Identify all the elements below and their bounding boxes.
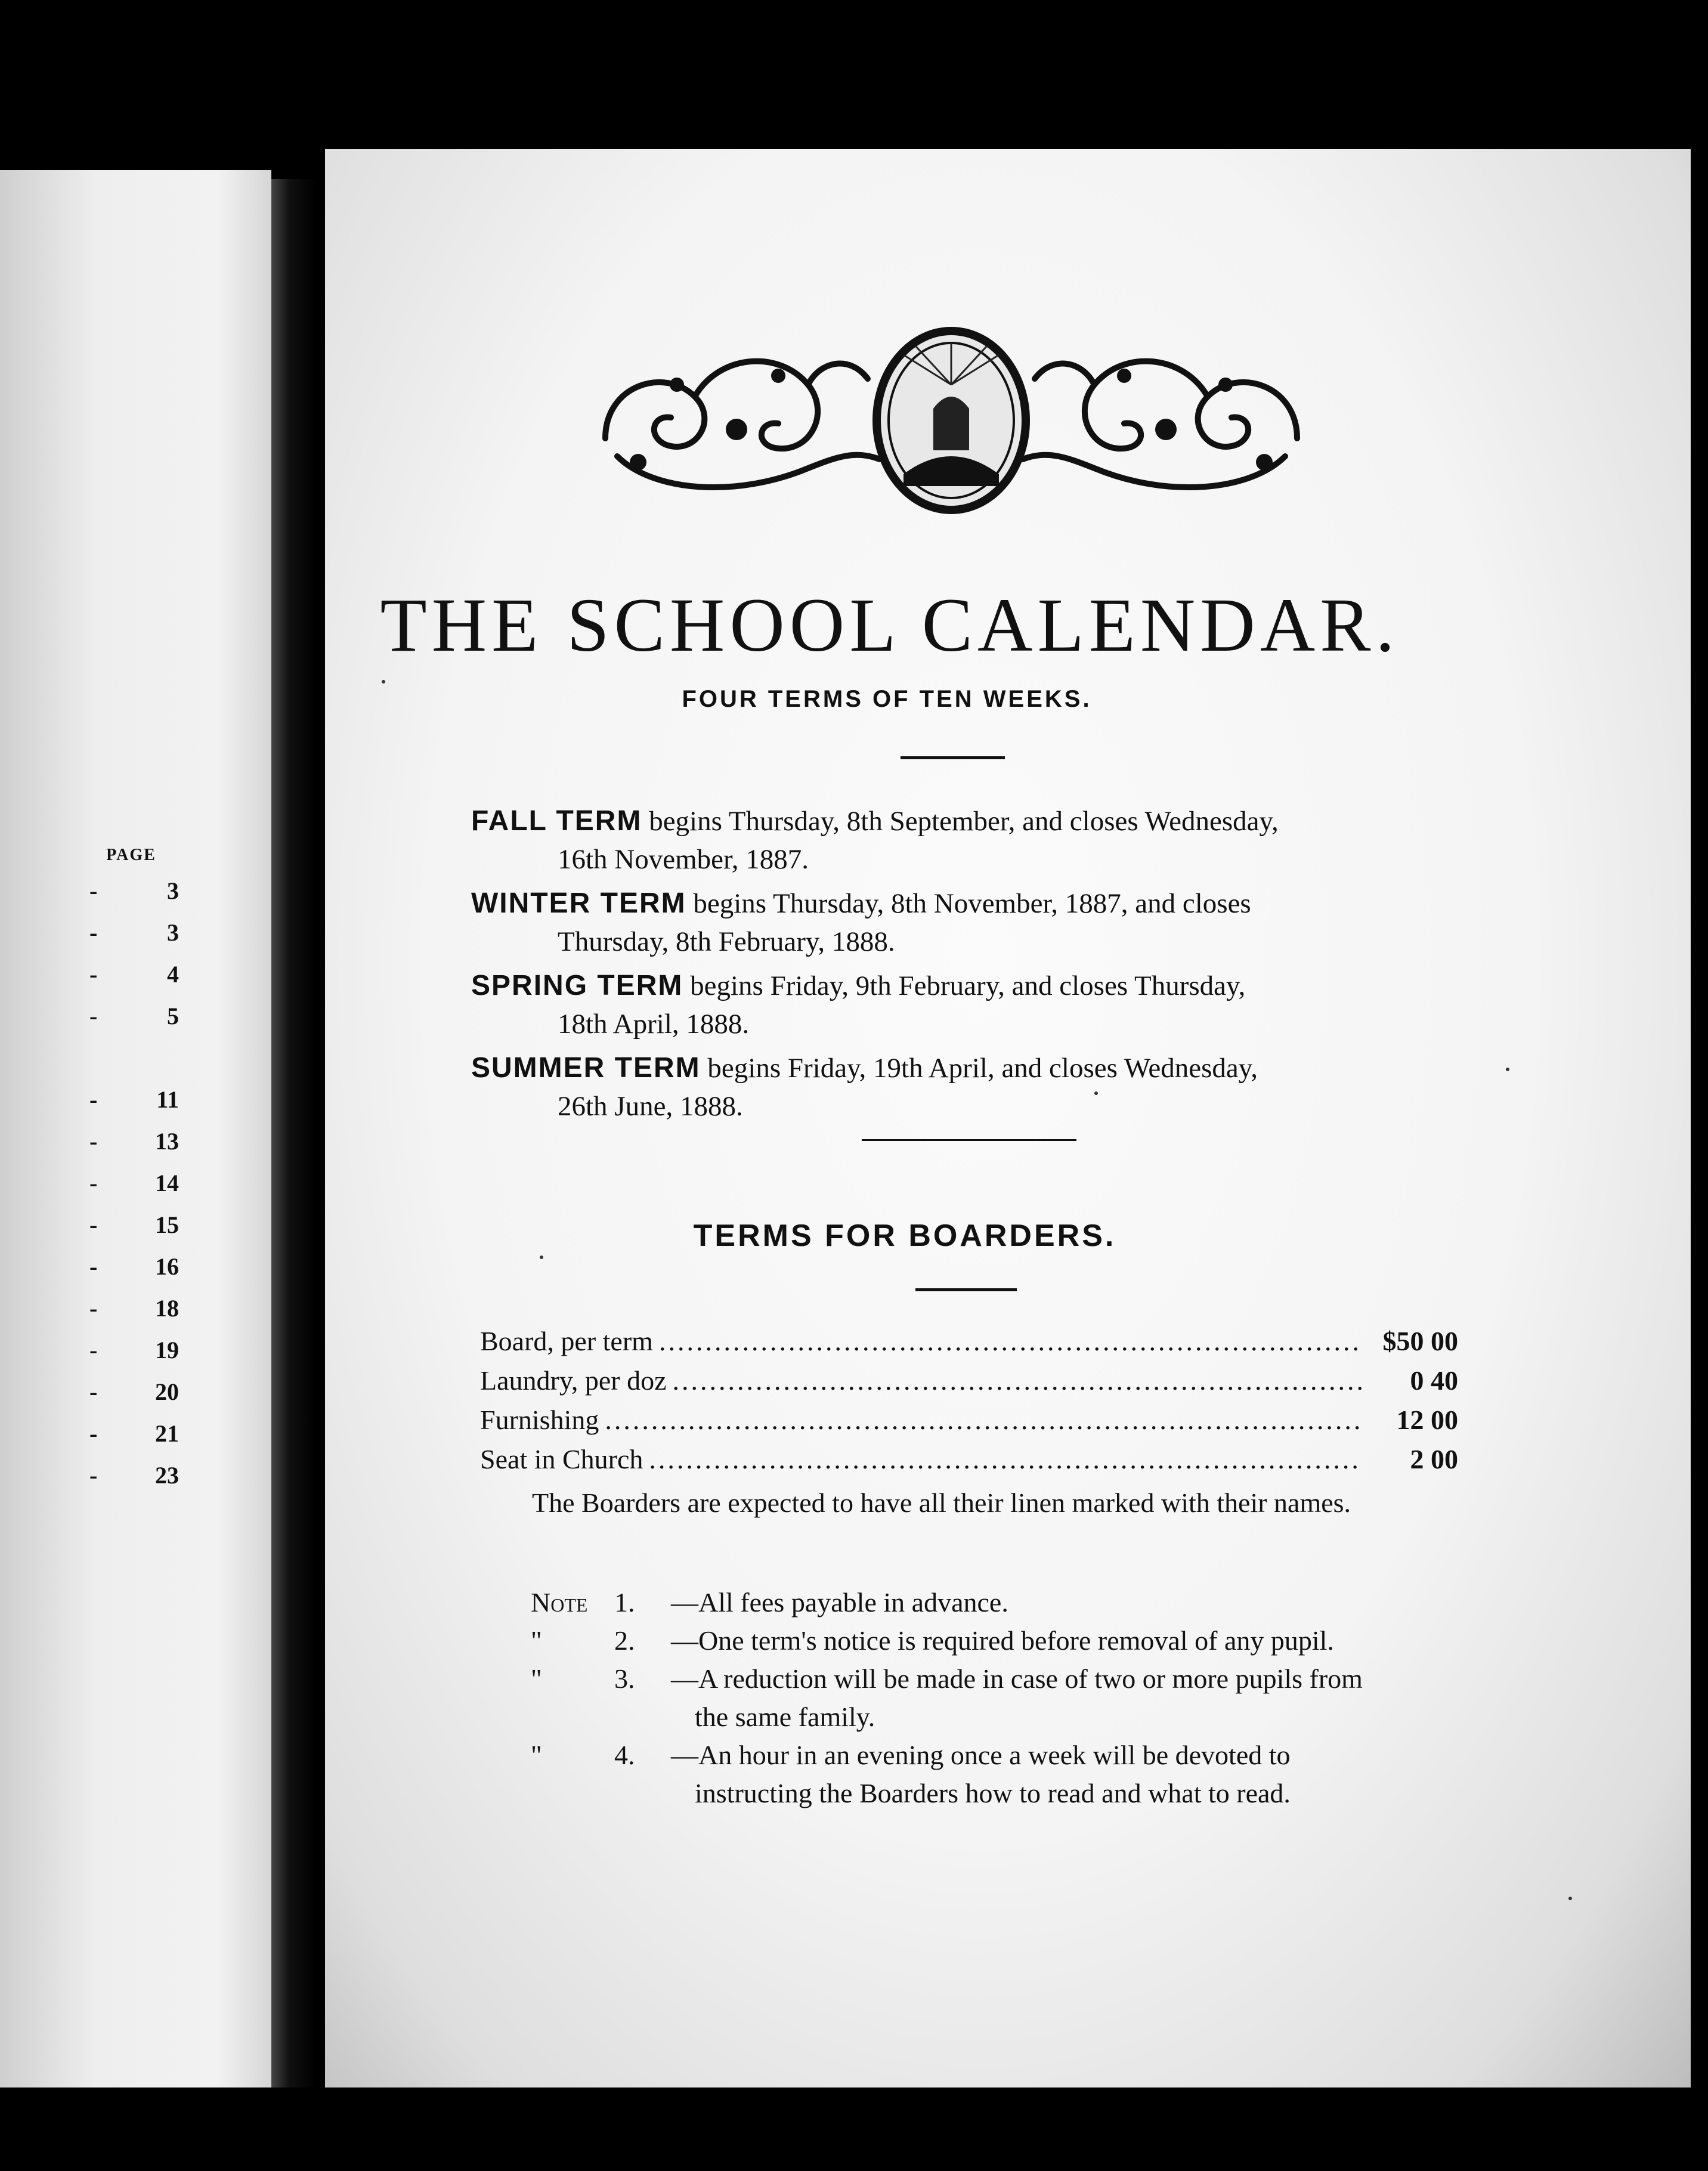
note-1: [531, 1584, 1461, 1622]
term-line1: begins Thursday, 8th November, 1887, and closes: [693, 888, 1251, 919]
index-page-number: 14: [155, 1170, 179, 1196]
term-line2: 26th June, 1888.: [558, 1091, 743, 1122]
boarder-fees-table: [480, 1325, 1458, 1483]
index-page-number: 20: [155, 1378, 179, 1405]
book-gutter: [271, 179, 316, 2088]
page-index-row: [36, 1378, 179, 1420]
note-lead: ": [531, 1625, 542, 1656]
note-3: [531, 1660, 1461, 1698]
terms-divider: [862, 1139, 1076, 1141]
term-entry-spring: [471, 967, 1455, 1043]
dot-leader: [659, 1325, 1363, 1357]
index-dash: -: [89, 1086, 98, 1113]
page-title: THE SCHOOL CALENDAR.: [380, 583, 1400, 667]
page-index-row: [36, 1086, 179, 1127]
page-index-row: [36, 1169, 179, 1211]
index-dash: -: [89, 919, 98, 946]
term-name: WINTER TERM: [471, 887, 686, 919]
page-subtitle: FOUR TERMS OF TEN WEEKS.: [682, 686, 1092, 712]
index-dash: -: [89, 1170, 98, 1196]
index-dash: -: [89, 961, 98, 988]
scan-speck: [382, 680, 385, 684]
note-4: [531, 1736, 1461, 1774]
note-number: 2.: [614, 1625, 635, 1656]
note-text-continued: instructing the Boarders how to read and what to read.: [695, 1778, 1291, 1808]
fee-label: Board, per term: [480, 1326, 653, 1356]
index-dash: -: [89, 1128, 98, 1155]
index-dash: -: [89, 1211, 98, 1238]
index-dash: -: [89, 1420, 98, 1447]
page-index-row: [36, 1002, 179, 1044]
dot-leader: [605, 1404, 1363, 1436]
fee-amount: 2 00: [1410, 1444, 1458, 1474]
title-divider: [901, 756, 1005, 759]
fee-label: Laundry, per doz: [480, 1365, 667, 1396]
index-page-number: 4: [167, 961, 179, 988]
scan-speck: [540, 1255, 543, 1259]
note-text: —One term's notice is required before removal of any pupil.: [671, 1625, 1334, 1656]
index-page-number: 16: [155, 1253, 179, 1280]
index-dash: -: [89, 1337, 98, 1363]
term-entry-winter: [471, 885, 1455, 961]
index-dash: -: [89, 1462, 98, 1489]
page-index-row: [36, 1294, 179, 1336]
term-line2: 18th April, 1888.: [558, 1009, 750, 1040]
note-2: [531, 1622, 1461, 1660]
index-page-number: 3: [167, 919, 179, 946]
scan-speck: [1506, 1068, 1509, 1071]
term-entry-summer: [471, 1049, 1455, 1125]
page-index-row: [36, 960, 179, 1002]
scan-speck: [1094, 1091, 1098, 1095]
note-3-continuation: [531, 1698, 1461, 1736]
index-dash: -: [89, 877, 98, 904]
index-dash: -: [89, 1003, 98, 1029]
page-index-row: [36, 877, 179, 918]
fee-row: [480, 1443, 1458, 1483]
note-lead: Note: [531, 1587, 588, 1618]
boarders-heading: TERMS FOR BOARDERS.: [693, 1219, 1116, 1253]
index-page-number: 15: [155, 1211, 179, 1238]
term-line1: begins Friday, 19th April, and closes Wednesday,: [707, 1053, 1258, 1084]
term-name: SUMMER TERM: [471, 1052, 701, 1084]
term-line2: Thursday, 8th February, 1888.: [558, 926, 895, 957]
term-line1: begins Friday, 9th February, and closes Thursday,: [690, 970, 1246, 1001]
fee-amount: $50 00: [1382, 1326, 1458, 1356]
scan-speck: [1568, 1897, 1572, 1900]
page-index-row: [36, 1420, 179, 1461]
fee-row: [480, 1325, 1458, 1365]
fee-amount: 12 00: [1396, 1405, 1458, 1435]
index-page-number: 11: [156, 1086, 179, 1113]
terms-list: [471, 802, 1455, 1131]
page-index-row: [36, 918, 179, 960]
index-page-number: 3: [167, 877, 179, 904]
note-text: —All fees payable in advance.: [671, 1587, 1008, 1618]
note-lead: ": [531, 1740, 542, 1770]
index-page-number: 18: [155, 1295, 179, 1322]
note-number: 4.: [614, 1740, 635, 1770]
fee-label: Seat in Church: [480, 1444, 643, 1474]
term-line1: begins Thursday, 8th September, and closes Wednesday,: [649, 806, 1279, 837]
note-text: —A reduction will be made in case of two or more pupils from: [671, 1663, 1363, 1694]
dot-leader: [649, 1443, 1363, 1475]
notes-list: [531, 1584, 1461, 1813]
term-name: FALL TERM: [471, 805, 642, 837]
index-page-number: 19: [155, 1337, 179, 1363]
index-page-number: 21: [155, 1420, 179, 1447]
boarders-divider: [915, 1288, 1017, 1291]
note-text: —An hour in an evening once a week will be devoted to: [671, 1740, 1291, 1770]
fee-amount: 0 40: [1410, 1365, 1458, 1396]
page-index-row: [36, 1127, 179, 1169]
note-lead: ": [531, 1663, 542, 1694]
term-entry-fall: [471, 802, 1455, 879]
page-index-row: [36, 1252, 179, 1294]
ornamental-scroll-vignette: [581, 319, 1321, 516]
index-dash: -: [89, 1378, 98, 1405]
term-name: SPRING TERM: [471, 970, 683, 1001]
fee-row: [480, 1365, 1458, 1404]
fee-row: [480, 1404, 1458, 1443]
fee-label: Furnishing: [480, 1405, 599, 1435]
page-index-row: [36, 1336, 179, 1378]
note-number: 1.: [614, 1587, 635, 1618]
index-page-number: 13: [155, 1128, 179, 1155]
dot-leader: [673, 1365, 1363, 1396]
note-4-continuation: [531, 1774, 1461, 1813]
linen-notice: The Boarders are expected to have all their linen marked with their names.: [532, 1487, 1351, 1518]
index-page-number: 23: [155, 1462, 179, 1489]
note-text-continued: the same family.: [695, 1702, 875, 1732]
index-dash: -: [89, 1253, 98, 1280]
index-page-number: 5: [167, 1003, 179, 1029]
page-column-header: PAGE: [106, 846, 156, 864]
note-number: 3.: [614, 1663, 635, 1694]
term-line2: 16th November, 1887.: [558, 844, 809, 875]
page-index-row: [36, 1461, 179, 1503]
index-dash: -: [89, 1295, 98, 1322]
